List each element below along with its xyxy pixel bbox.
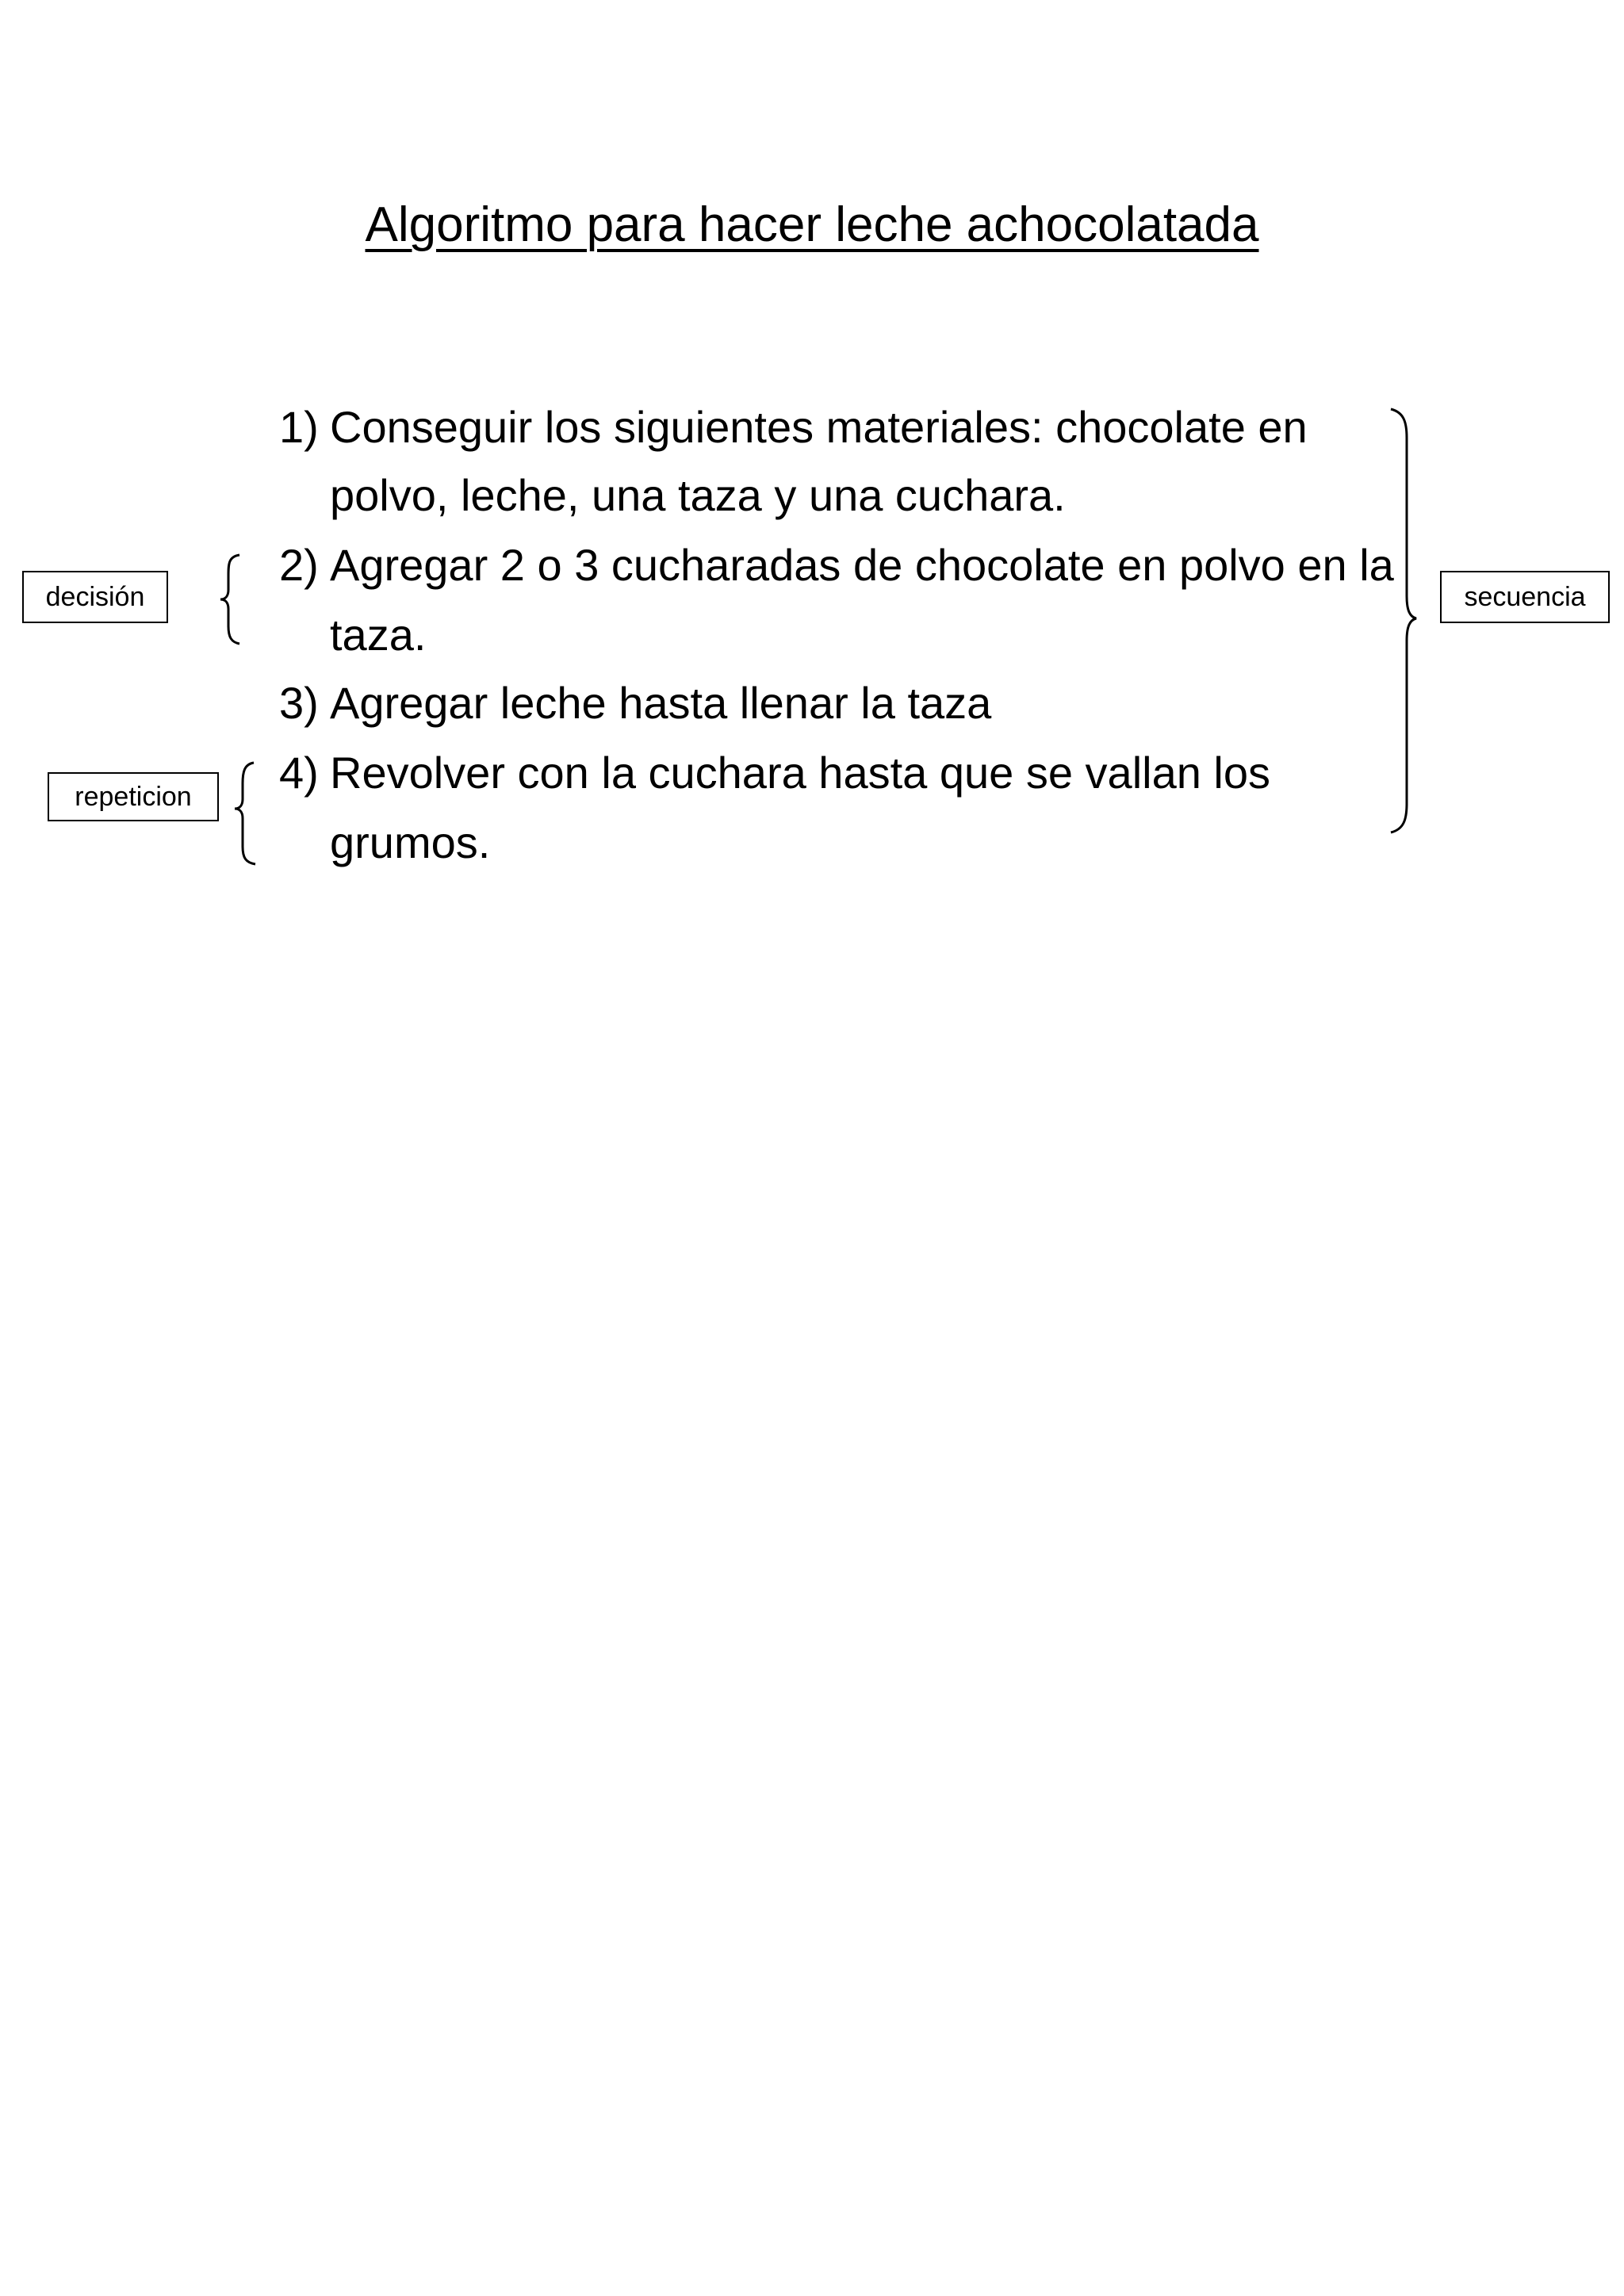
step-2-text-line-1: Agregar 2 o 3 cucharadas de chocolate en polvo en la — [330, 540, 1394, 590]
step-4-text-line-2: grumos. — [330, 817, 491, 867]
document-title-text: Algoritmo para hacer leche achocolatada — [365, 197, 1259, 252]
label-secuencia: secuencia — [1440, 571, 1610, 623]
step-1-text-line-2: polvo, leche, una taza y una cuchara. — [330, 470, 1066, 520]
step-3-number: 3) — [279, 678, 319, 728]
step-3-line-1 — [0, 675, 1624, 731]
step-3-text-line-1: Agregar leche hasta llenar la taza — [330, 678, 992, 728]
label-decision: decisión — [22, 571, 168, 623]
step-1-line-2 — [0, 468, 1624, 523]
step-2-text-line-2: taza. — [330, 610, 427, 660]
step-2-line-1 — [0, 538, 1624, 593]
step-2-line-2 — [0, 607, 1624, 663]
step-1-number: 1) — [279, 402, 319, 452]
step-4-number: 4) — [279, 748, 319, 798]
step-2-number: 2) — [279, 540, 319, 590]
step-4-line-1 — [0, 745, 1624, 801]
document-title — [0, 193, 1624, 257]
label-repeticion: repeticion — [48, 772, 219, 821]
step-1-line-1 — [0, 400, 1624, 455]
step-4-line-2 — [0, 815, 1624, 871]
step-4-text-line-1: Revolver con la cuchara hasta que se vallan los — [330, 748, 1271, 798]
step-1-text-line-1: Conseguir los siguientes materiales: chocolate en — [330, 402, 1308, 452]
